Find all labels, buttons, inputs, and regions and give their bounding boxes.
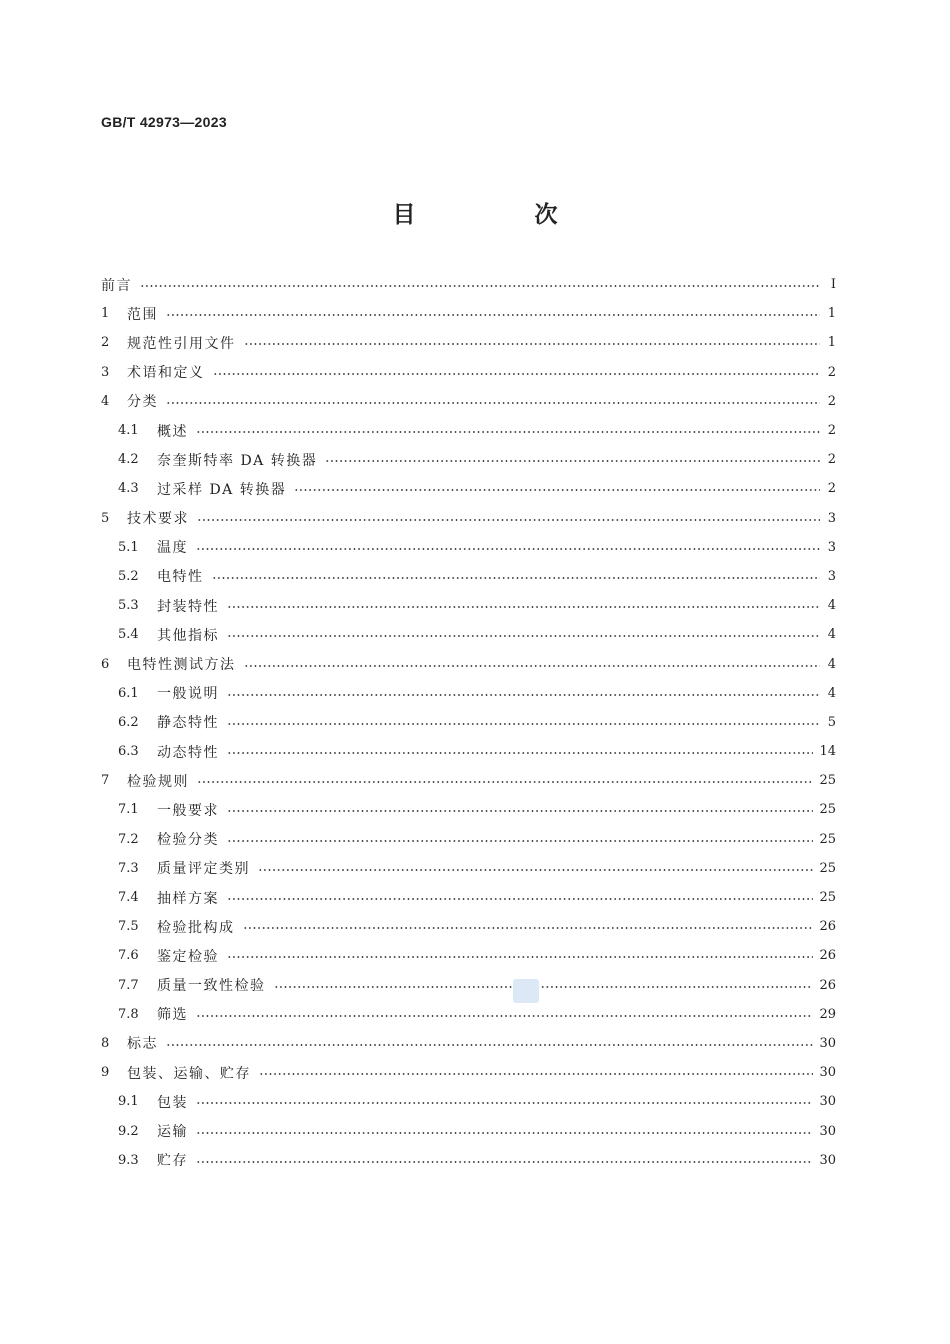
toc-entry-number: 6.2 [118,714,139,730]
toc-entry-page: 4 [827,656,836,672]
toc-entry-page: 1 [827,306,836,322]
toc-entry-page: 14 [819,744,836,760]
dot-leader [166,314,820,316]
toc-entry-label: 电特性测试方法 [127,657,236,674]
toc-entry-label: 检验规则 [127,773,189,790]
toc-entry-number: 7.4 [118,890,139,906]
toc-entry-page: 2 [827,481,836,497]
toc-entry-number: 2 [101,335,110,351]
toc-entry-number: 5.2 [118,568,139,584]
toc-entry[interactable] [101,795,836,824]
toc-entry-number: 5 [101,510,110,526]
toc-entry-label: 术语和定义 [127,365,205,382]
toc-entry-number: 4 [101,393,110,409]
dot-leader [227,752,813,754]
watermark-logo [513,979,539,1003]
dot-leader [227,956,813,958]
dot-leader [243,927,814,929]
toc-entry-page: 25 [819,860,836,876]
toc-entry[interactable] [101,971,836,1000]
dot-leader [213,373,821,375]
toc-entry-number: 1 [101,306,110,322]
toc-entry-page: 4 [827,627,836,643]
toc-entry-number: 4.2 [118,452,139,468]
dot-leader [227,635,820,637]
toc-entry-page: 3 [827,510,836,526]
toc-entry[interactable] [101,474,836,503]
toc-entry-page: 2 [827,452,836,468]
dot-leader [227,694,820,696]
toc-entry-number: 5.1 [118,539,139,555]
toc-entry[interactable] [101,912,836,941]
dot-leader [212,577,821,579]
dot-leader [197,519,820,521]
toc-entry-number: 4.3 [118,481,139,497]
toc-entry[interactable] [101,1000,836,1029]
toc-entry-number: 9.1 [118,1094,139,1110]
toc-entry-page: 30 [819,1065,836,1081]
dot-leader [140,285,820,287]
dot-leader [196,1161,813,1163]
toc-entry-label: 技术要求 [127,511,189,528]
toc-entry-label: 过采样 DA 转换器 [157,481,287,498]
toc-entry[interactable] [101,591,836,620]
toc-entry-page: 25 [819,802,836,818]
dot-leader [227,810,813,812]
toc-entry-page: 30 [819,1094,836,1110]
toc-entry-number: 6 [101,656,110,672]
toc-entry-page: 30 [819,1035,836,1051]
dot-leader [244,343,821,345]
toc-entry-label: 前言 [101,277,132,294]
toc-entry-label: 温度 [157,540,188,557]
toc-entry[interactable] [101,941,836,970]
toc-entry[interactable] [101,445,836,474]
toc-entry-page: 25 [819,890,836,906]
toc-entry[interactable] [101,766,836,795]
dot-leader [227,606,820,608]
toc-entry[interactable] [101,679,836,708]
dot-leader [294,489,820,491]
toc-entry-label: 抽样方案 [157,890,219,907]
dot-leader [196,548,820,550]
toc-entry-label: 质量评定类别 [157,861,250,878]
dot-leader [244,665,821,667]
toc-entry-page: 3 [827,539,836,555]
standard-code: GB/T 42973—2023 [101,114,227,130]
toc-entry-page: 1 [827,335,836,351]
toc-entry-label: 一般要求 [157,802,219,819]
toc-entry-page: 25 [819,773,836,789]
toc-entry-label: 规范性引用文件 [127,335,236,352]
dot-leader [166,402,820,404]
dot-leader [166,1044,813,1046]
toc-entry-label: 鉴定检验 [157,948,219,965]
dot-leader [227,723,820,725]
dot-leader [196,431,820,433]
toc-entry-page: 26 [819,948,836,964]
toc-entry-label: 包装、运输、贮存 [127,1065,251,1082]
toc-entry-number: 7.1 [118,802,139,818]
toc-entry[interactable] [101,1087,836,1116]
toc-entry-number: 7.5 [118,919,139,935]
toc-entry-number: 8 [101,1035,110,1051]
toc-entry-number: 7.8 [118,1006,139,1022]
toc-entry-number: 9.3 [118,1152,139,1168]
toc-entry[interactable] [101,299,836,328]
toc-entry-page: 30 [819,1152,836,1168]
toc-entry-label: 筛选 [157,1007,188,1024]
table-of-contents [101,270,836,1175]
toc-entry[interactable] [101,533,836,562]
toc-entry[interactable] [101,1116,836,1145]
dot-leader [196,1132,813,1134]
toc-entry-page: 4 [827,598,836,614]
dot-leader [196,1102,813,1104]
toc-entry-number: 4.1 [118,423,139,439]
toc-entry-label: 封装特性 [157,598,219,615]
toc-entry-label: 概述 [157,423,188,440]
toc-entry-number: 7.6 [118,948,139,964]
toc-entry[interactable] [101,620,836,649]
toc-entry-label: 其他指标 [157,627,219,644]
toc-entry-label: 检验分类 [157,832,219,849]
toc-entry-number: 7.3 [118,860,139,876]
toc-entry[interactable] [101,1146,836,1175]
toc-entry-page: 2 [827,364,836,380]
toc-entry-label: 一般说明 [157,686,219,703]
toc-entry-label: 奈奎斯特率 DA 转换器 [157,452,318,469]
toc-entry-label: 分类 [127,394,158,411]
toc-entry[interactable] [101,649,836,678]
toc-entry-label: 标志 [127,1036,158,1053]
dot-leader [197,781,813,783]
toc-entry-label: 电特性 [157,569,204,586]
toc-entry-label: 运输 [157,1124,188,1141]
toc-entry-number: 9.2 [118,1123,139,1139]
dot-leader [227,840,813,842]
toc-entry-number: 3 [101,364,110,380]
toc-entry[interactable] [101,825,836,854]
toc-entry-number: 7.2 [118,831,139,847]
toc-entry-page: Ⅰ [830,277,836,293]
toc-entry-page: 26 [819,919,836,935]
toc-entry[interactable] [101,708,836,737]
toc-entry[interactable] [101,854,836,883]
toc-entry-label: 包装 [157,1094,188,1111]
toc-entry[interactable] [101,387,836,416]
toc-entry[interactable] [101,1029,836,1058]
dot-leader [259,1073,813,1075]
toc-entry[interactable] [101,504,836,533]
toc-entry-page: 30 [819,1123,836,1139]
dot-leader [196,1015,813,1017]
toc-entry[interactable] [101,416,836,445]
toc-entry[interactable] [101,737,836,766]
toc-entry-label: 静态特性 [157,715,219,732]
dot-leader [227,898,813,900]
toc-entry[interactable] [101,270,836,299]
toc-entry[interactable] [101,328,836,357]
toc-entry-label: 贮存 [157,1153,188,1170]
toc-entry-page: 25 [819,831,836,847]
toc-entry[interactable] [101,358,836,387]
toc-entry-label: 质量一致性检验 [157,978,266,995]
toc-entry-page: 5 [827,714,836,730]
toc-entry-page: 3 [827,568,836,584]
toc-entry-number: 6.1 [118,685,139,701]
toc-entry-number: 6.3 [118,744,139,760]
toc-entry-number: 9 [101,1065,110,1081]
toc-entry-number: 7.7 [118,977,139,993]
toc-entry-label: 范围 [127,306,158,323]
dot-leader [325,460,820,462]
toc-entry-page: 2 [827,393,836,409]
toc-entry[interactable] [101,562,836,591]
toc-entry-number: 5.4 [118,627,139,643]
toc-entry-number: 5.3 [118,598,139,614]
toc-entry[interactable] [101,883,836,912]
toc-entry-page: 26 [819,977,836,993]
dot-leader [258,869,813,871]
toc-entry-number: 7 [101,773,110,789]
toc-entry[interactable] [101,1058,836,1087]
dot-leader [274,986,814,988]
toc-entry-page: 29 [819,1006,836,1022]
toc-entry-page: 4 [827,685,836,701]
toc-entry-label: 检验批构成 [157,919,235,936]
page-title: 目 次 [392,202,606,228]
toc-entry-label: 动态特性 [157,744,219,761]
toc-entry-page: 2 [827,423,836,439]
